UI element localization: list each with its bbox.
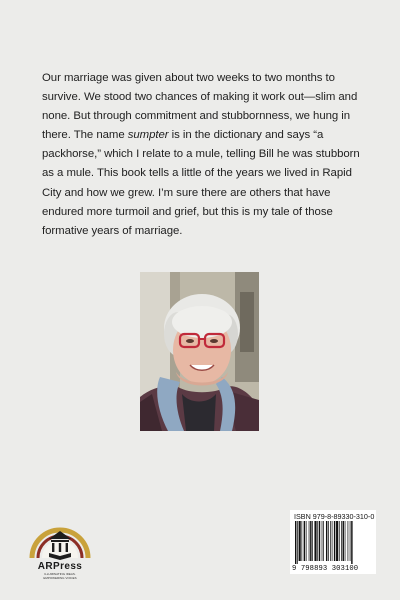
isbn-label: ISBN 979-8-89330-310-0 — [294, 512, 375, 521]
publisher-name: ARPress — [37, 561, 83, 572]
publisher-tagline-1: ILLUMINATING IDEAS. — [44, 572, 76, 576]
publisher-logo — [24, 506, 96, 580]
publisher-emblem-icon — [24, 506, 96, 562]
publisher-tagline-2: EMPOWERING VOICES — [43, 575, 77, 580]
blurb-emphasis-word: sumpter — [127, 129, 169, 142]
blurb-text-part-1: Our marriage was given about two weeks to two months to survive. We stood two chances of making it work out—slim and none. But through commitment and stubbornness, we hung in there. The name — [42, 72, 358, 142]
isbn-barcode — [290, 510, 376, 574]
author-photo — [140, 272, 259, 431]
back-cover-blurb — [42, 69, 362, 241]
barcode-icon — [294, 521, 372, 564]
barcode-digits: 9 798893 303100 — [292, 565, 359, 573]
blurb-text-part-2: is in the dictionary and says “a packhorse,” which I relate to a mule, telling Bill he was stubborn as a mule. This book tells a little of the years we lived in Rapid City and how we grew. I’m sure there are others that have endured more turmoil and grief, but this is my tale of those formative years of marriage. — [42, 129, 360, 237]
